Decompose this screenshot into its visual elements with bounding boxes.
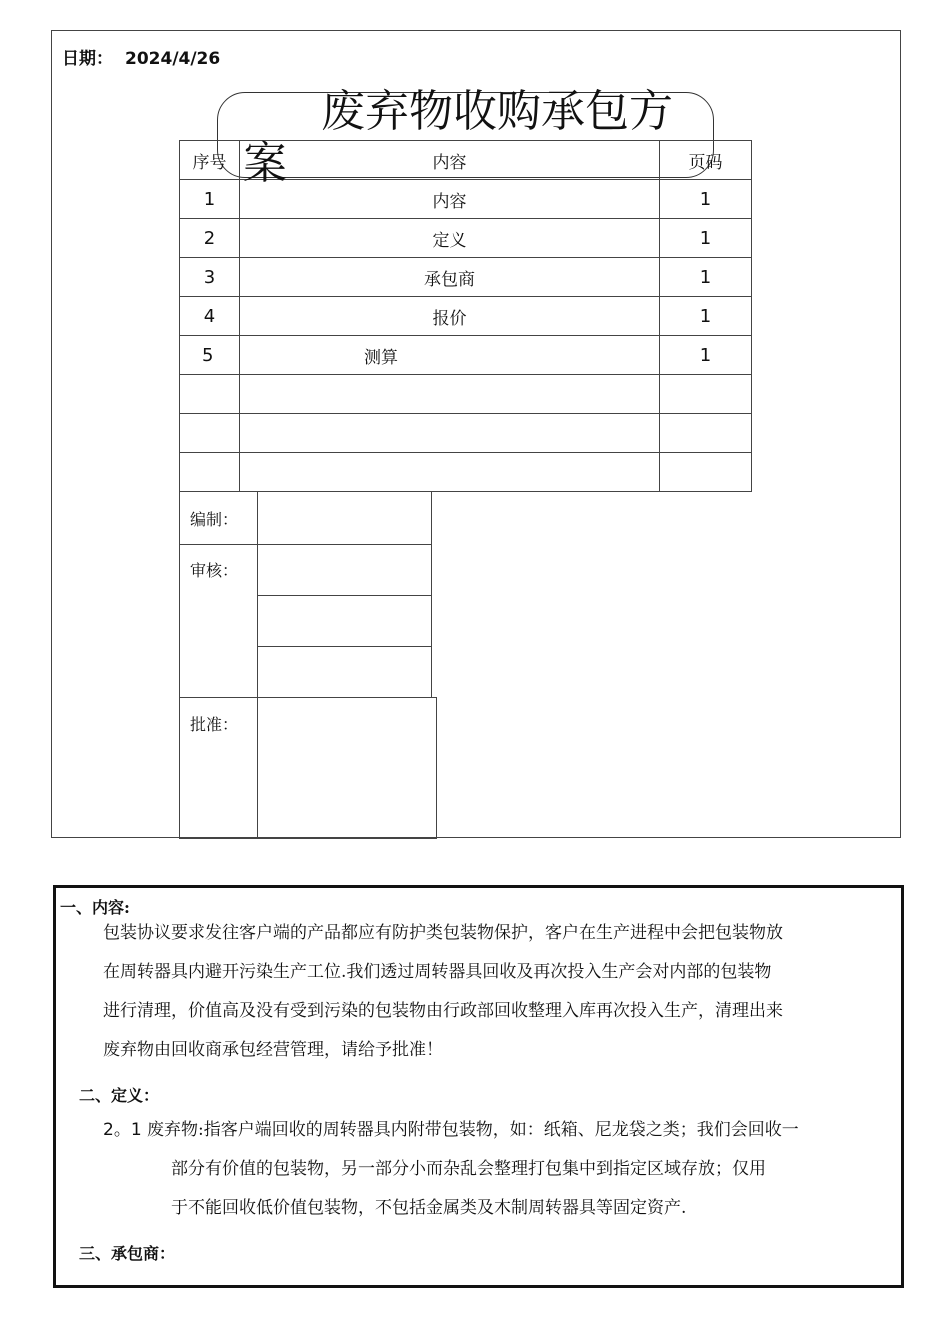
date-label: 日期： — [62, 49, 113, 69]
toc-header-no: 序号 — [180, 141, 240, 180]
toc-row-page: 1 — [660, 180, 752, 219]
toc-row-no: 1 — [180, 180, 240, 219]
toc-row-no: 3 — [180, 258, 240, 297]
review-label: 审核： — [190, 561, 239, 580]
section-1-title: 一、内容: — [60, 898, 130, 917]
toc-header-content: 内容 — [240, 141, 660, 180]
toc-row-content: 承包商 — [240, 258, 660, 297]
paragraph-line: 包装协议要求发往客户端的产品都应有防护类包装物保护，客户在生产进程中会把包装物放 — [103, 923, 783, 943]
divider — [179, 544, 258, 545]
toc-row-page: 1 — [660, 258, 752, 297]
toc-row-content: 内容 — [240, 180, 660, 219]
table-row — [180, 219, 752, 258]
date-line — [62, 44, 220, 69]
toc-row-no: 4 — [180, 297, 240, 336]
table-row — [180, 258, 752, 297]
toc-row-content: 测算 — [240, 336, 660, 375]
section-1-paragraph — [103, 914, 783, 1070]
paragraph-line: 在周转器具内避开污染生产工位.我们透过周转器具回收及再次投入生产会对内部的包装物 — [103, 962, 772, 982]
table-of-contents — [179, 140, 752, 492]
section-2-item-number: 2。1 — [103, 1120, 142, 1140]
paragraph-line: 进行清理，价值高及没有受到污染的包装物由行政部回收整理入库再次投入生产，清理出来 — [103, 1001, 783, 1021]
section-2-continuation — [171, 1150, 766, 1228]
section-2-item — [103, 1111, 799, 1150]
approve-label: 批准： — [190, 715, 239, 734]
toc-row-page: 1 — [660, 336, 752, 375]
review-signature-cell-1 — [257, 544, 432, 596]
review-signature-cell-3 — [257, 646, 432, 698]
paragraph-line: 废弃物由回收商承包经营管理，请给予批准！ — [103, 1040, 443, 1060]
section-3-title: 三、承包商： — [79, 1244, 176, 1263]
toc-row-no: 2 — [180, 219, 240, 258]
paragraph-line: 于不能回收低价值包装物，不包括金属类及木制周转器具等固定资产. — [171, 1198, 687, 1218]
paragraph-line: 废弃物:指客户端回收的周转器具内附带包装物，如：纸箱、尼龙袋之类；我们会回收一 — [147, 1120, 799, 1140]
toc-row-content: 报价 — [240, 297, 660, 336]
title-line-2: 案 — [243, 138, 287, 189]
prepared-label: 编制： — [190, 510, 239, 529]
document-title — [243, 86, 703, 190]
title-line-1: 废弃物收购承包方 — [321, 86, 673, 137]
toc-row-page: 1 — [660, 219, 752, 258]
table-row — [180, 297, 752, 336]
paragraph-line: 部分有价值的包装物，另一部分小而杂乱会整理打包集中到指定区域存放；仅用 — [171, 1159, 766, 1179]
toc-row-no: 5 — [180, 336, 240, 375]
approve-signature-cell — [257, 697, 437, 839]
table-row-empty — [180, 414, 752, 453]
table-row-empty — [180, 453, 752, 492]
prepared-signature-cell — [257, 492, 432, 545]
toc-row-page: 1 — [660, 297, 752, 336]
date-value: 2024/4/26 — [125, 49, 221, 69]
review-signature-cell-2 — [257, 595, 432, 647]
section-2-title: 二、定义： — [79, 1086, 160, 1105]
toc-header-page: 页码 — [660, 141, 752, 180]
toc-row-content: 定义 — [240, 219, 660, 258]
divider — [179, 697, 258, 698]
table-row-empty — [180, 375, 752, 414]
table-row — [180, 336, 752, 375]
